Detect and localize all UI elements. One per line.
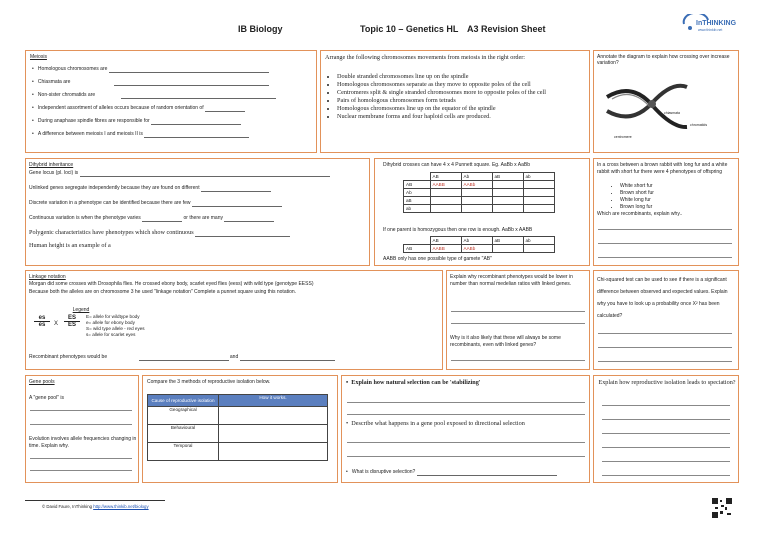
evolution-question: Evolution involves allele frequencies changing in time. Explain why. (29, 436, 137, 449)
answer-line[interactable] (195, 231, 290, 237)
recombinant-q2: Why is it also likely that these will always be some recombinants, even with linked genes? (450, 335, 561, 348)
punnett-section (374, 158, 590, 266)
header-subject: IB Biology (238, 24, 283, 34)
rabbit-question: Which are recombinants, explain why.. (597, 211, 683, 217)
answer-line[interactable] (205, 106, 245, 112)
answer-line[interactable] (347, 402, 585, 403)
annotate-title: Annotate the diagram to explain how crossing over increase variation? (597, 54, 730, 66)
chi-squared-section (593, 270, 739, 370)
speciation-question: Explain how reproductive isolation leads to speciation? (598, 379, 736, 386)
linkage-text-1: Morgan did some crosses with Drosophila flies. He crossed ebony body, scarlet eyed flies (eess) with wild type (genotype EESS) (29, 281, 314, 287)
answer-line[interactable] (598, 361, 732, 362)
rabbit-phenotype: • Brown long fur (620, 204, 654, 211)
legend-list: E= allele for wildtype body e= allele for ebony body S= wild type allele - red eyes s= allele for scarlet eyes (86, 314, 145, 337)
legend-title: Legend (72, 307, 90, 313)
gene-pool-definition: A "gene pool" is (29, 395, 64, 401)
isolation-answer-cell[interactable] (219, 407, 328, 425)
answer-line[interactable] (142, 216, 182, 222)
rabbit-title: In a cross between a brown rabbit with long fur and a white rabbit with short fur there were 4 phenotypes of offspring (597, 162, 728, 175)
answer-line[interactable] (139, 355, 229, 361)
dihybrid-line: Discrete variation in a phenotype can be identified because there are few (29, 200, 282, 207)
meiosis-item: • Homologous chromosomes are (32, 66, 276, 79)
answer-line[interactable] (240, 355, 335, 361)
chi-squared-text: Chi-squared test can be used to see if there is a significant difference between observed and expected values. Explain why you have to look up a probability once X² has been calculated? (597, 277, 728, 319)
logo-text: InTHINKING (696, 20, 737, 27)
linkage-title: Linkage notation (29, 274, 66, 280)
meiosis-item: • During anaphase spindle fibres are responsible for (32, 118, 276, 131)
meiosis-item: • A difference between meiosis I and meiosis II is (32, 131, 276, 144)
answer-line[interactable] (598, 229, 732, 230)
answer-line[interactable] (144, 132, 249, 138)
footer-credit: © David Faure, InThinking (42, 504, 92, 509)
genotype-1: es es (34, 315, 50, 328)
footer (42, 504, 149, 509)
dihybrid-section (25, 158, 370, 266)
answer-line[interactable] (121, 93, 276, 99)
answer-line[interactable] (192, 201, 282, 207)
dihybrid-title: Dihybrid inheritance (29, 162, 74, 168)
arrange-list (325, 73, 595, 121)
dihybrid-line: Gene locus (pl. loci) is (29, 170, 330, 177)
speciation-section (593, 375, 739, 483)
linkage-text-2: Because both the alleles are on chromosome 3 he used "linkage notation" Complete a punnet square using this notation. (29, 289, 297, 295)
punnett-gamete-note: AABB only has one possible type of gamete "AB" (383, 256, 492, 262)
header-sheet-type: A3 Revision Sheet (467, 24, 546, 34)
rabbit-section (593, 158, 739, 266)
answer-line[interactable] (224, 216, 274, 222)
qr-code-icon (711, 497, 733, 519)
answer-line[interactable] (30, 470, 132, 471)
meiosis-item: • Chiasmata are (32, 79, 276, 92)
answer-line[interactable] (80, 171, 330, 177)
gene-pool-title: Gene pools (29, 379, 55, 385)
answer-line[interactable] (30, 410, 132, 411)
header-topic: Topic 10 – Genetics HL (360, 24, 459, 34)
answer-line[interactable] (451, 311, 585, 312)
punnett-row-grid: AB Ab aB ab AB AABB AABb (403, 236, 555, 253)
arrange-item: • Nuclear membrane forms and four haploid cells are produced. (337, 113, 595, 121)
disruptive-question: • What is disruptive selection? (346, 469, 557, 476)
stabilizing-question: • Explain how natural selection can be 'stabilizing' (346, 379, 481, 386)
rabbit-phenotype: • Brown short fur (620, 190, 654, 197)
answer-line[interactable] (451, 360, 585, 361)
isolation-section (142, 375, 338, 483)
punnett-grid: AB Ab aB ab AB AABB AABb Ab aB ab (403, 172, 555, 213)
answer-line[interactable] (109, 67, 269, 73)
answer-line[interactable] (598, 257, 732, 258)
isolation-answer-cell[interactable] (219, 443, 328, 461)
answer-line[interactable] (602, 475, 730, 476)
meiosis-title: Meiosis (30, 54, 47, 60)
arrange-item: • Homologous chromosomes separate as they move to opposite poles of the cell (337, 81, 595, 89)
logo (676, 14, 736, 36)
arrange-item: • Pairs of homologous chromosomes form tetrads (337, 97, 595, 105)
answer-line[interactable] (602, 419, 730, 420)
answer-line[interactable] (30, 424, 132, 425)
selection-section (341, 375, 590, 483)
answer-line[interactable] (347, 456, 585, 457)
label-chromatids: chromatids (690, 123, 708, 127)
answer-line[interactable] (151, 119, 241, 125)
gene-pool-section (25, 375, 139, 483)
answer-line[interactable] (451, 323, 585, 324)
arrange-item: • Centromeres split & single stranded chromosomes more to opposite poles of the cell (337, 89, 595, 97)
recombinant-line: Recombinant phenotypes would be and (29, 354, 335, 361)
isolation-table: Cause of reproductive isolation How it works. Geographical Behavioural Temporal (147, 394, 328, 461)
dihybrid-line: Human height is an example of a (29, 242, 111, 249)
crossing-over-diagram (602, 77, 692, 137)
answer-line[interactable] (417, 470, 557, 476)
answer-line[interactable] (347, 414, 585, 415)
answer-line[interactable] (598, 243, 732, 244)
meiosis-item: • Non-sister chromatids are (32, 92, 276, 105)
answer-line[interactable] (598, 347, 732, 348)
arrange-section (320, 50, 590, 153)
label-chiasmata: chiasmata (664, 111, 680, 115)
footer-link[interactable]: http://www.thinkib.net/biology (93, 504, 149, 509)
rabbit-phenotype: • White long fur (620, 197, 654, 204)
genotype-2: ES ES (64, 315, 80, 328)
dihybrid-line: Unlinked genes segregate independently because they are found on different (29, 185, 271, 192)
arrange-title: Arrange the following chromosomes movements from meiosis in the right order: (325, 54, 526, 61)
meiosis-item: • Independent assortment of alleles occurs because of random orientation of (32, 105, 276, 118)
answer-line[interactable] (114, 80, 269, 86)
rabbit-list (608, 183, 654, 211)
linkage-section (25, 270, 443, 370)
dihybrid-line: Polygenic characteristics have phenotypes which show continuous (29, 229, 290, 237)
meiosis-section (25, 50, 317, 153)
footer-divider (25, 500, 165, 501)
arrange-item: • Homologous chromosomes line up on the equator of the spindle (337, 105, 595, 113)
meiosis-list (32, 66, 276, 144)
answer-line[interactable] (30, 458, 132, 459)
recombinant-section (446, 270, 590, 370)
punnett-homo-note: If one parent is homozygous then one row is enough. AaBb x AABB (383, 227, 533, 233)
logo-sub: www.thinkib.net (698, 28, 723, 32)
isolation-answer-cell[interactable] (219, 425, 328, 443)
arrange-item: • Double stranded chromosomes line up on the spindle (337, 73, 595, 81)
rabbit-phenotype: • White short fur (620, 183, 654, 190)
answer-line[interactable] (602, 447, 730, 448)
punnett-intro: Dihybrid crosses can have 4 x 4 Punnett square. Eg. AaBb x AaBb (383, 162, 531, 168)
dihybrid-line: Continuous variation is when the phenotype varies or there are many (29, 215, 274, 222)
answer-line[interactable] (347, 442, 585, 443)
answer-line[interactable] (602, 405, 730, 406)
directional-question: • Describe what happens in a gene pool exposed to directional selection (346, 420, 525, 427)
answer-line[interactable] (602, 433, 730, 434)
answer-line[interactable] (598, 333, 732, 334)
recombinant-q1: Explain why recombinant phenotypes would be lower in number than normal medelian ratios with linked genes. (450, 274, 573, 287)
cross-symbol: X (54, 321, 59, 327)
annotate-section (593, 50, 739, 153)
answer-line[interactable] (602, 461, 730, 462)
answer-line[interactable] (201, 186, 271, 192)
isolation-title: Compare the 3 methods of reproductive isolation below. (147, 379, 271, 385)
label-centromere: centromere (614, 135, 632, 139)
